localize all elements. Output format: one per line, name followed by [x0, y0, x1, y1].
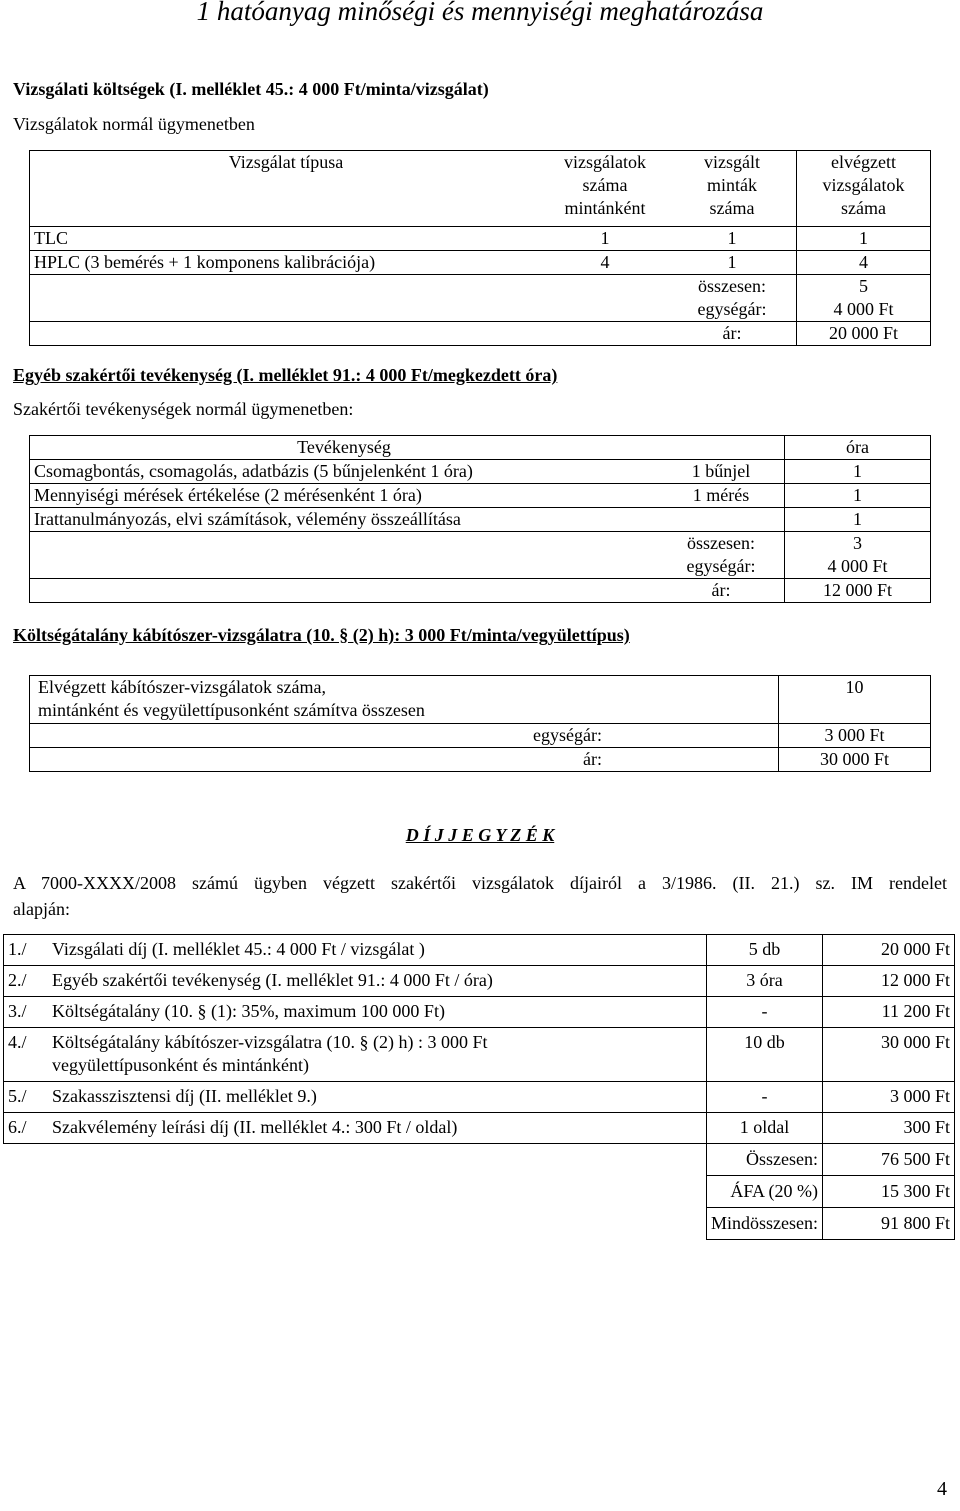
fee-list-intro-line1: A 7000-XXXX/2008 számú ügyben végzett szakértői vizsgálatok díjairól a 3/1986. (II. 21.) sz. IM rendelet: [13, 873, 947, 893]
fee-amount: 11 200 Ft: [823, 997, 955, 1028]
fee-qty: -: [707, 997, 823, 1028]
col-header-tests: elvégzett vizsgálatok száma: [797, 151, 931, 227]
summary-values: [797, 275, 931, 322]
total-label: összesen:: [698, 276, 766, 296]
table-cell: 1: [542, 227, 668, 251]
unit-price-label: egységár:: [30, 724, 779, 748]
col-header-hours: óra: [785, 436, 931, 460]
blank-cell: [30, 322, 669, 346]
table-cell: 1: [785, 508, 931, 532]
table-cell: 4: [797, 251, 931, 275]
fee-desc: Költségátalány kábítószer-vizsgálatra (10. § (2) h) : 3 000 Ft vegyülettípusonként és mintánként): [48, 1028, 707, 1082]
unit-price-value: 3 000 Ft: [779, 724, 931, 748]
fee-amount: 12 000 Ft: [823, 966, 955, 997]
total-label: összesen:: [687, 533, 755, 553]
price-label: ár:: [668, 322, 797, 346]
sec1-heading: Vizsgálati költségek (I. melléklet 45.: 4 000 Ft/minta/vizsgálat): [13, 79, 489, 99]
blank-cell: [4, 1176, 707, 1208]
fee-qty: 1 oldal: [707, 1113, 823, 1144]
col-header-unit: [658, 436, 785, 460]
table-cell: 1 bűnjel: [658, 460, 785, 484]
tests-table: [29, 150, 931, 346]
table-cell: [658, 508, 785, 532]
price-value: 30 000 Ft: [779, 748, 931, 772]
col-header-samples: vizsgált minták száma: [668, 151, 797, 227]
fee-qty: 10 db: [707, 1028, 823, 1082]
fee-desc: Szakasszisztensi díj (II. melléklet 9.): [48, 1082, 707, 1113]
price-label: ár:: [30, 748, 779, 772]
drug-test-count: 10: [779, 676, 931, 724]
unit-price-label: egységár:: [697, 299, 767, 319]
unit-price-value: 4 000 Ft: [833, 299, 894, 319]
fee-qty: -: [707, 1082, 823, 1113]
sec3-heading: Költségátalány kábítószer-vizsgálatra (10. § (2) h): 3 000 Ft/minta/vegyülettípus): [13, 625, 630, 645]
blank-cell: [4, 1208, 707, 1240]
summary-values: [785, 532, 931, 579]
blank-cell: [4, 1144, 707, 1176]
table-cell: 4: [542, 251, 668, 275]
summary-labels: [658, 532, 785, 579]
table-cell: 1: [785, 484, 931, 508]
sum-value: 76 500 Ft: [823, 1144, 955, 1176]
fee-amount: 20 000 Ft: [823, 935, 955, 966]
sec1-subheading: Vizsgálatok normál ügymenetben: [13, 114, 255, 134]
fee-qty: 5 db: [707, 935, 823, 966]
vat-label: ÁFA (20 %): [707, 1176, 823, 1208]
fee-num: 4./: [4, 1028, 49, 1082]
drug-test-label: Elvégzett kábítószer-vizsgálatok száma, mintánként és vegyülettípusonként számítva összesen: [30, 676, 779, 724]
table-row-label: Irattanulmányozás, elvi számítások, vélemény összeállítása: [30, 508, 659, 532]
fee-desc: Egyéb szakértői tevékenység (I. melléklet 91.: 4 000 Ft / óra): [48, 966, 707, 997]
price-value: 20 000 Ft: [797, 322, 931, 346]
sec2-heading: Egyéb szakértői tevékenység (I. melléklet 91.: 4 000 Ft/megkezdett óra): [13, 365, 558, 385]
col-header-per-sample: vizsgálatok száma mintánként: [542, 151, 668, 227]
blank-cell: [30, 579, 659, 603]
activities-table: [29, 435, 931, 603]
col-header-activity: Tevékenység: [30, 436, 659, 460]
fee-amount: 3 000 Ft: [823, 1082, 955, 1113]
table-cell: 1 mérés: [658, 484, 785, 508]
fee-qty: 3 óra: [707, 966, 823, 997]
fee-desc: Vizsgálati díj (I. melléklet 45.: 4 000 Ft / vizsgálat ): [48, 935, 707, 966]
table-cell: 1: [797, 227, 931, 251]
summary-labels: [668, 275, 797, 322]
unit-price-label: egységár:: [686, 556, 756, 576]
fee-num: 5./: [4, 1082, 49, 1113]
table-row-label: TLC: [30, 227, 543, 251]
table-cell: 1: [668, 227, 797, 251]
fee-table: [3, 934, 955, 1240]
table-row-label: Mennyiségi mérések értékelése (2 mérésenként 1 óra): [30, 484, 659, 508]
fee-num: 6./: [4, 1113, 49, 1144]
page-title: 1 hatóanyag minőségi és mennyiségi meghatározása: [196, 0, 764, 26]
table-cell: 1: [785, 460, 931, 484]
sum-label: Összesen:: [707, 1144, 823, 1176]
fee-amount: 30 000 Ft: [823, 1028, 955, 1082]
drug-test-table: [29, 675, 931, 772]
col-header-type: Vizsgálat típusa: [30, 151, 543, 227]
blank-cell: [30, 275, 669, 322]
fee-num: 3./: [4, 997, 49, 1028]
total-value: 5: [859, 276, 868, 296]
blank-cell: [30, 532, 659, 579]
unit-price-value: 4 000 Ft: [827, 556, 888, 576]
total-value: 3: [853, 533, 862, 553]
vat-value: 15 300 Ft: [823, 1176, 955, 1208]
price-value: 12 000 Ft: [785, 579, 931, 603]
sec2-subheading: Szakértői tevékenységek normál ügymenetben:: [13, 399, 354, 419]
table-row-label: Csomagbontás, csomagolás, adatbázis (5 bűnjelenként 1 óra): [30, 460, 659, 484]
table-cell: 1: [668, 251, 797, 275]
grand-total-label: Mindösszesen:: [707, 1208, 823, 1240]
fee-num: 1./: [4, 935, 49, 966]
page-number: 4: [937, 1478, 947, 1500]
fee-num: 2./: [4, 966, 49, 997]
fee-amount: 300 Ft: [823, 1113, 955, 1144]
table-row-label: HPLC (3 bemérés + 1 komponens kalibrációja): [30, 251, 543, 275]
fee-list-heading: D Í J J E G Y Z É K: [405, 825, 555, 845]
fee-desc: Költségátalány (10. § (1): 35%, maximum 100 000 Ft): [48, 997, 707, 1028]
fee-desc: Szakvélemény leírási díj (II. melléklet 4.: 300 Ft / oldal): [48, 1113, 707, 1144]
price-label: ár:: [658, 579, 785, 603]
fee-list-intro-line2: alapján:: [13, 899, 70, 919]
grand-total-value: 91 800 Ft: [823, 1208, 955, 1240]
